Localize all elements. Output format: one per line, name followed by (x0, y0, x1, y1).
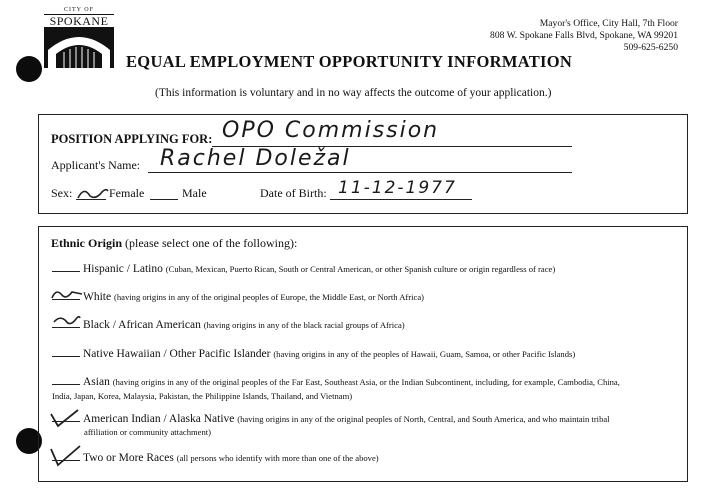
option-label: White (83, 291, 112, 303)
option-desc-continued: affiliation or community attachment) (84, 427, 212, 437)
option-label: Hispanic / Latino (83, 263, 163, 275)
name-line (148, 172, 572, 173)
city-logo (44, 7, 114, 67)
logo-city-of: CITY OF (64, 7, 94, 13)
check-mark-icon (48, 443, 82, 467)
option-blank[interactable] (52, 384, 80, 385)
option-white[interactable] (52, 291, 424, 303)
check-mark-icon (52, 313, 82, 329)
sex-label: Sex: (51, 186, 73, 200)
dob-label: Date of Birth: (260, 186, 327, 200)
check-mark-icon (48, 406, 82, 428)
option-black[interactable] (52, 319, 405, 331)
punch-hole (16, 56, 42, 82)
option-desc: (Cuban, Mexican, Puerto Rican, South or Central American, or other Spanish culture or origin regardless of race) (165, 264, 556, 274)
option-label: Two or More Races (83, 452, 174, 464)
option-label: American Indian / Alaska Native (83, 413, 235, 425)
option-asian[interactable] (52, 376, 620, 388)
logo-spokane: SPOKANE (44, 14, 114, 28)
form-title: EQUAL EMPLOYMENT OPPORTUNITY INFORMATION (126, 52, 573, 71)
option-desc: (having origins in any of the original peoples of Europe, the Middle East, or North Africa) (113, 292, 424, 302)
option-blank[interactable] (52, 271, 80, 272)
form-subtitle: (This information is voluntary and in no way affects the outcome of your application.) (155, 87, 552, 99)
option-blank[interactable] (52, 356, 80, 357)
male-label: Male (182, 186, 207, 200)
dob-field[interactable]: 11-12-1977 (338, 178, 457, 198)
option-american-indian[interactable] (52, 413, 610, 425)
bridge-icon (44, 28, 114, 68)
option-hispanic[interactable] (52, 263, 555, 275)
option-desc: (having origins in any of the black racial groups of Africa) (203, 320, 405, 330)
office-address (490, 18, 678, 54)
option-desc-continued: India, Japan, Korea, Malaysia, Pakistan, the Philippine Islands, Thailand, and Vietnam) (52, 391, 353, 401)
check-mark-icon[interactable] (76, 188, 110, 202)
option-label: Black / African American (83, 319, 201, 331)
female-label: Female (109, 186, 145, 200)
option-desc: (having origins in any of the original peoples of North, Central, and South America, and who maintain tribal (237, 414, 610, 424)
check-mark-icon (50, 286, 84, 302)
option-label: Asian (83, 376, 110, 388)
address-line: 509-625-6250 (623, 42, 678, 53)
ethnic-heading-bold: Ethnic Origin (51, 236, 123, 250)
option-desc: (having origins in any of the original peoples of the Far East, Southeast Asia, or the Indian Subcontinent, including, for example, Cambodia, China, (112, 377, 620, 387)
position-label: POSITION APPLYING FOR: (51, 132, 213, 146)
ethnic-heading (51, 236, 297, 251)
position-field[interactable]: OPO Commission (222, 118, 440, 143)
name-field[interactable]: Rachel Doležal (160, 146, 351, 171)
option-desc: (all persons who identify with more than one of the above) (176, 453, 379, 463)
option-label: Native Hawaiian / Other Pacific Islander (83, 348, 271, 360)
address-line: Mayor's Office, City Hall, 7th Floor (539, 18, 678, 29)
option-pacific-islander[interactable] (52, 348, 575, 360)
option-desc: (having origins in any of the peoples of Hawaii, Guam, Samoa, or other Pacific Islands) (273, 349, 576, 359)
address-line: 808 W. Spokane Falls Blvd, Spokane, WA 99201 (490, 30, 678, 41)
name-label: Applicant's Name: (51, 158, 141, 172)
male-line[interactable] (150, 199, 178, 200)
option-two-or-more[interactable] (52, 452, 379, 464)
ethnic-heading-rest: (please select one of the following): (125, 236, 298, 250)
dob-line (330, 199, 472, 200)
